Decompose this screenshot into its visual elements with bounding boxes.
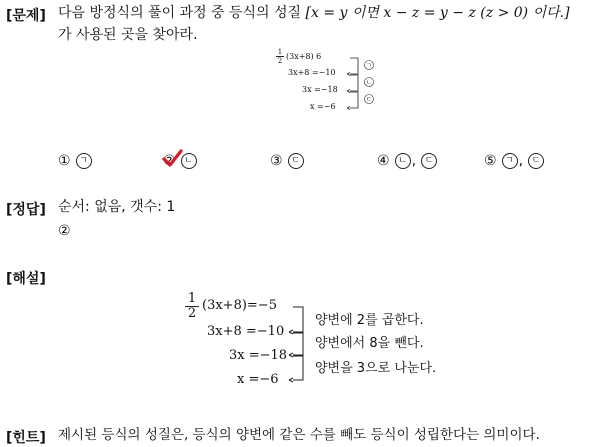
choice-3-label-1: ㄷ — [288, 153, 304, 169]
choice-2-number: ② — [163, 153, 176, 169]
choice-3-number: ③ — [270, 153, 283, 169]
choice-4-label-2: ㄷ — [421, 153, 437, 169]
explanation-frac-num: 1 — [187, 291, 197, 306]
explanation-tag: [해설] — [6, 271, 46, 287]
question-text: 다음 방정식의 풀이 과정 중 등식의 성질 — [58, 5, 306, 21]
small-eq-line-1: (3x+8) 6 — [286, 52, 322, 61]
small-eq-brackets — [270, 46, 390, 118]
question-line-2: 가 사용된 곳을 찾아라. — [58, 27, 198, 43]
choice-1-label-1: ㄱ — [76, 153, 92, 169]
explanation-eq-3: 3x =−18 — [229, 348, 288, 363]
small-eq-line-2: 3x+8 =−10 — [288, 68, 336, 77]
explanation-note-2: 양변에서 8을 뺀다. — [315, 336, 424, 351]
explanation-frac-den: 2 — [185, 306, 199, 321]
explanation-note-3: 양변을 3으로 나눈다. — [315, 361, 437, 376]
choice-4-label-1: ㄴ — [395, 153, 411, 169]
hint-tag: [힌트] — [6, 430, 46, 446]
choice-2-label-1: ㄴ — [181, 153, 197, 169]
small-mark-c: ㄷ — [366, 96, 372, 104]
choice-1[interactable] — [58, 150, 92, 172]
question-line-1 — [58, 2, 570, 24]
answer-choice: ② — [58, 223, 71, 239]
answer-order-count: 순서: 없음, 갯수: 1 — [58, 199, 176, 215]
choice-3[interactable] — [270, 150, 304, 172]
choice-5-label-2: ㄷ — [528, 153, 544, 169]
choice-5-number: ⑤ — [484, 153, 497, 169]
small-eq-line-3: 3x =−18 — [302, 85, 338, 94]
answer-tag: [정답] — [6, 202, 46, 218]
explanation-note-1: 양변에 2를 곱한다. — [315, 313, 424, 328]
small-mark-a: ㄱ — [366, 62, 372, 70]
choice-2-number-wrap — [163, 150, 176, 172]
small-eq-line-4: x =−6 — [310, 102, 336, 111]
choice-2[interactable] — [163, 150, 197, 172]
choice-1-number: ① — [58, 153, 71, 169]
question-tag: [문제] — [6, 8, 46, 24]
explanation-eq-2: 3x+8 =−10 — [207, 324, 285, 339]
explanation-eq-1: (3x+8)=−5 — [202, 298, 277, 313]
checkmark-icon — [161, 148, 183, 170]
explanation-figure — [185, 292, 485, 392]
question-equation-figure — [270, 46, 390, 118]
small-frac-den: 2 — [277, 57, 283, 65]
small-frac-num: 1 — [277, 48, 283, 56]
explanation-eq-4: x =−6 — [237, 372, 279, 387]
hint-text: 제시된 등식의 성질은, 등식의 양변에 같은 수를 빼도 등식이 성립한다는 의미이다. — [58, 427, 540, 443]
choice-4[interactable]: ④ ㄴ , ㄷ — [377, 150, 437, 172]
choice-4-number: ④ — [377, 153, 390, 169]
choice-5-label-1: ㄱ — [502, 153, 518, 169]
small-mark-b: ㄴ — [366, 79, 372, 87]
question-property-math: [x = y 이면 x − z = y − z (z > 0) 이다.] — [305, 5, 570, 21]
choice-5[interactable]: ⑤ ㄱ , ㄷ — [484, 150, 544, 172]
